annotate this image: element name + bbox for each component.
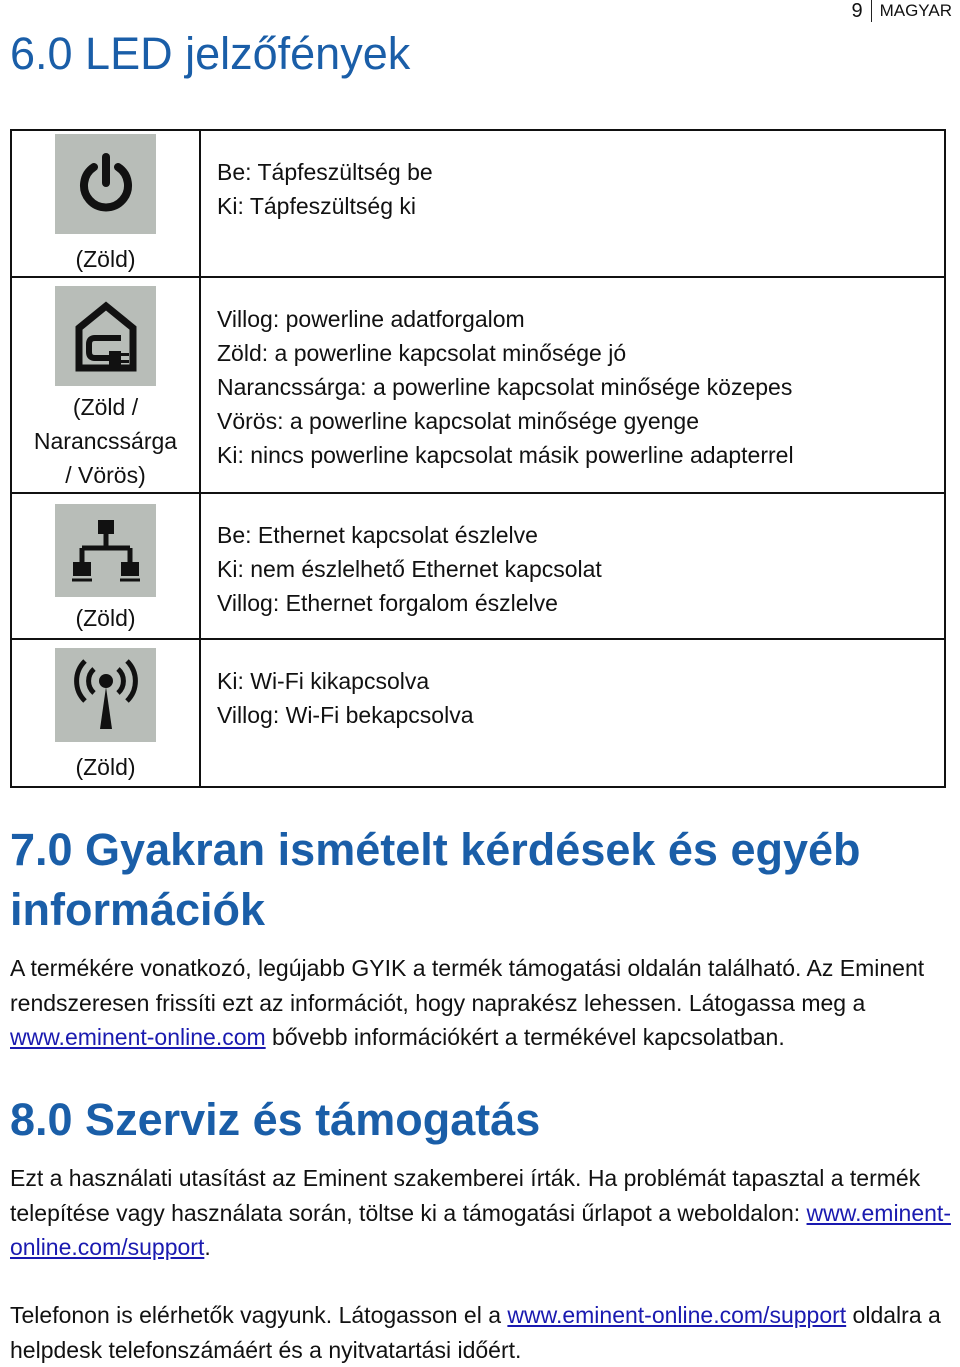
- icon-cell: [11, 277, 200, 493]
- led-table: [10, 129, 946, 788]
- power-icon: [55, 134, 156, 234]
- service-paragraph: [10, 1161, 956, 1265]
- description-line: Villog: powerline adatforgalom: [217, 306, 525, 332]
- page-number: 9: [851, 0, 863, 22]
- led-color-label: (Zöld): [75, 754, 136, 780]
- phone-text: oldalra a helpdesk telefonszámáért és a nyitvatartási időért.: [10, 1302, 941, 1363]
- description-line: Ki: nincs powerline kapcsolat másik powerline adapterrel: [217, 442, 794, 468]
- faq-text: A termékére vonatkozó, legújabb GYIK a termék támogatási oldalán található. Az Eminent rendszeresen frissíti ezt az információt, hogy naprakész lehessen. Látogassa meg a: [10, 955, 925, 1016]
- page-header: [851, 0, 952, 22]
- led-color-label: (Zöld): [75, 246, 136, 272]
- led-color-label: (Zöld /: [72, 394, 139, 420]
- description-line: Ki: Wi-Fi kikapcsolva: [217, 668, 430, 694]
- support-link[interactable]: www.eminent-online.com/support: [507, 1302, 847, 1328]
- description-cell: [200, 130, 945, 277]
- led-color-label: (Zöld): [75, 605, 136, 631]
- description-line: Zöld: a powerline kapcsolat minősége jó: [217, 340, 627, 366]
- description-cell: [200, 277, 945, 493]
- description-line: Ki: Tápfeszültség ki: [217, 193, 417, 219]
- description-line: Be: Ethernet kapcsolat észlelve: [217, 522, 538, 548]
- description-line: Be: Tápfeszültség be: [217, 159, 433, 185]
- ethernet-icon: [55, 504, 156, 597]
- icon-cell: [11, 639, 200, 787]
- phone-text: Telefonon is elérhetők vagyunk. Látogasson el a: [10, 1302, 508, 1328]
- table-row: [11, 493, 945, 639]
- faq-text: bővebb információkért a termékével kapcsolatban.: [265, 1024, 785, 1050]
- language-label: MAGYAR: [879, 1, 952, 20]
- service-section-title: 8.0 Szerviz és támogatás: [10, 1094, 541, 1145]
- icon-cell: [11, 493, 200, 639]
- powerline-icon: [55, 286, 156, 386]
- faq-paragraph: [10, 951, 956, 1055]
- phone-paragraph: [10, 1298, 956, 1367]
- description-cell: [200, 493, 945, 639]
- eminent-website-link[interactable]: www.eminent-online.com: [10, 1024, 266, 1050]
- table-row: [11, 639, 945, 787]
- table-row: [11, 130, 945, 277]
- led-color-label: / Vörös): [65, 462, 146, 488]
- support-link[interactable]: www.eminent-online.com/support: [10, 1199, 951, 1260]
- led-color-label: Narancssárga: [33, 428, 178, 454]
- service-text: Ezt a használati utasítást az Eminent szakemberei írták. Ha problémát tapasztal a termék telepítése vagy használata során, töltse ki a támogatási űrlapot a weboldalon:: [10, 1165, 921, 1226]
- description-line: Vörös: a powerline kapcsolat minősége gyenge: [217, 408, 700, 434]
- description-line: Villog: Ethernet forgalom észlelve: [217, 590, 558, 616]
- led-section-title: 6.0 LED jelzőfények: [10, 28, 411, 79]
- description-line: Narancssárga: a powerline kapcsolat minősége közepes: [217, 374, 793, 400]
- faq-title-line: információk: [10, 884, 266, 935]
- faq-section-title: [10, 820, 861, 940]
- description-cell: [200, 639, 945, 787]
- description-line: Ki: nem észlelhető Ethernet kapcsolat: [217, 556, 602, 582]
- table-row: [11, 277, 945, 493]
- description-line: Villog: Wi-Fi bekapcsolva: [217, 702, 474, 728]
- wifi-icon: [55, 648, 156, 742]
- service-text: .: [204, 1234, 211, 1260]
- icon-cell: [11, 130, 200, 277]
- faq-title-line: 7.0 Gyakran ismételt kérdések és egyéb: [10, 824, 861, 875]
